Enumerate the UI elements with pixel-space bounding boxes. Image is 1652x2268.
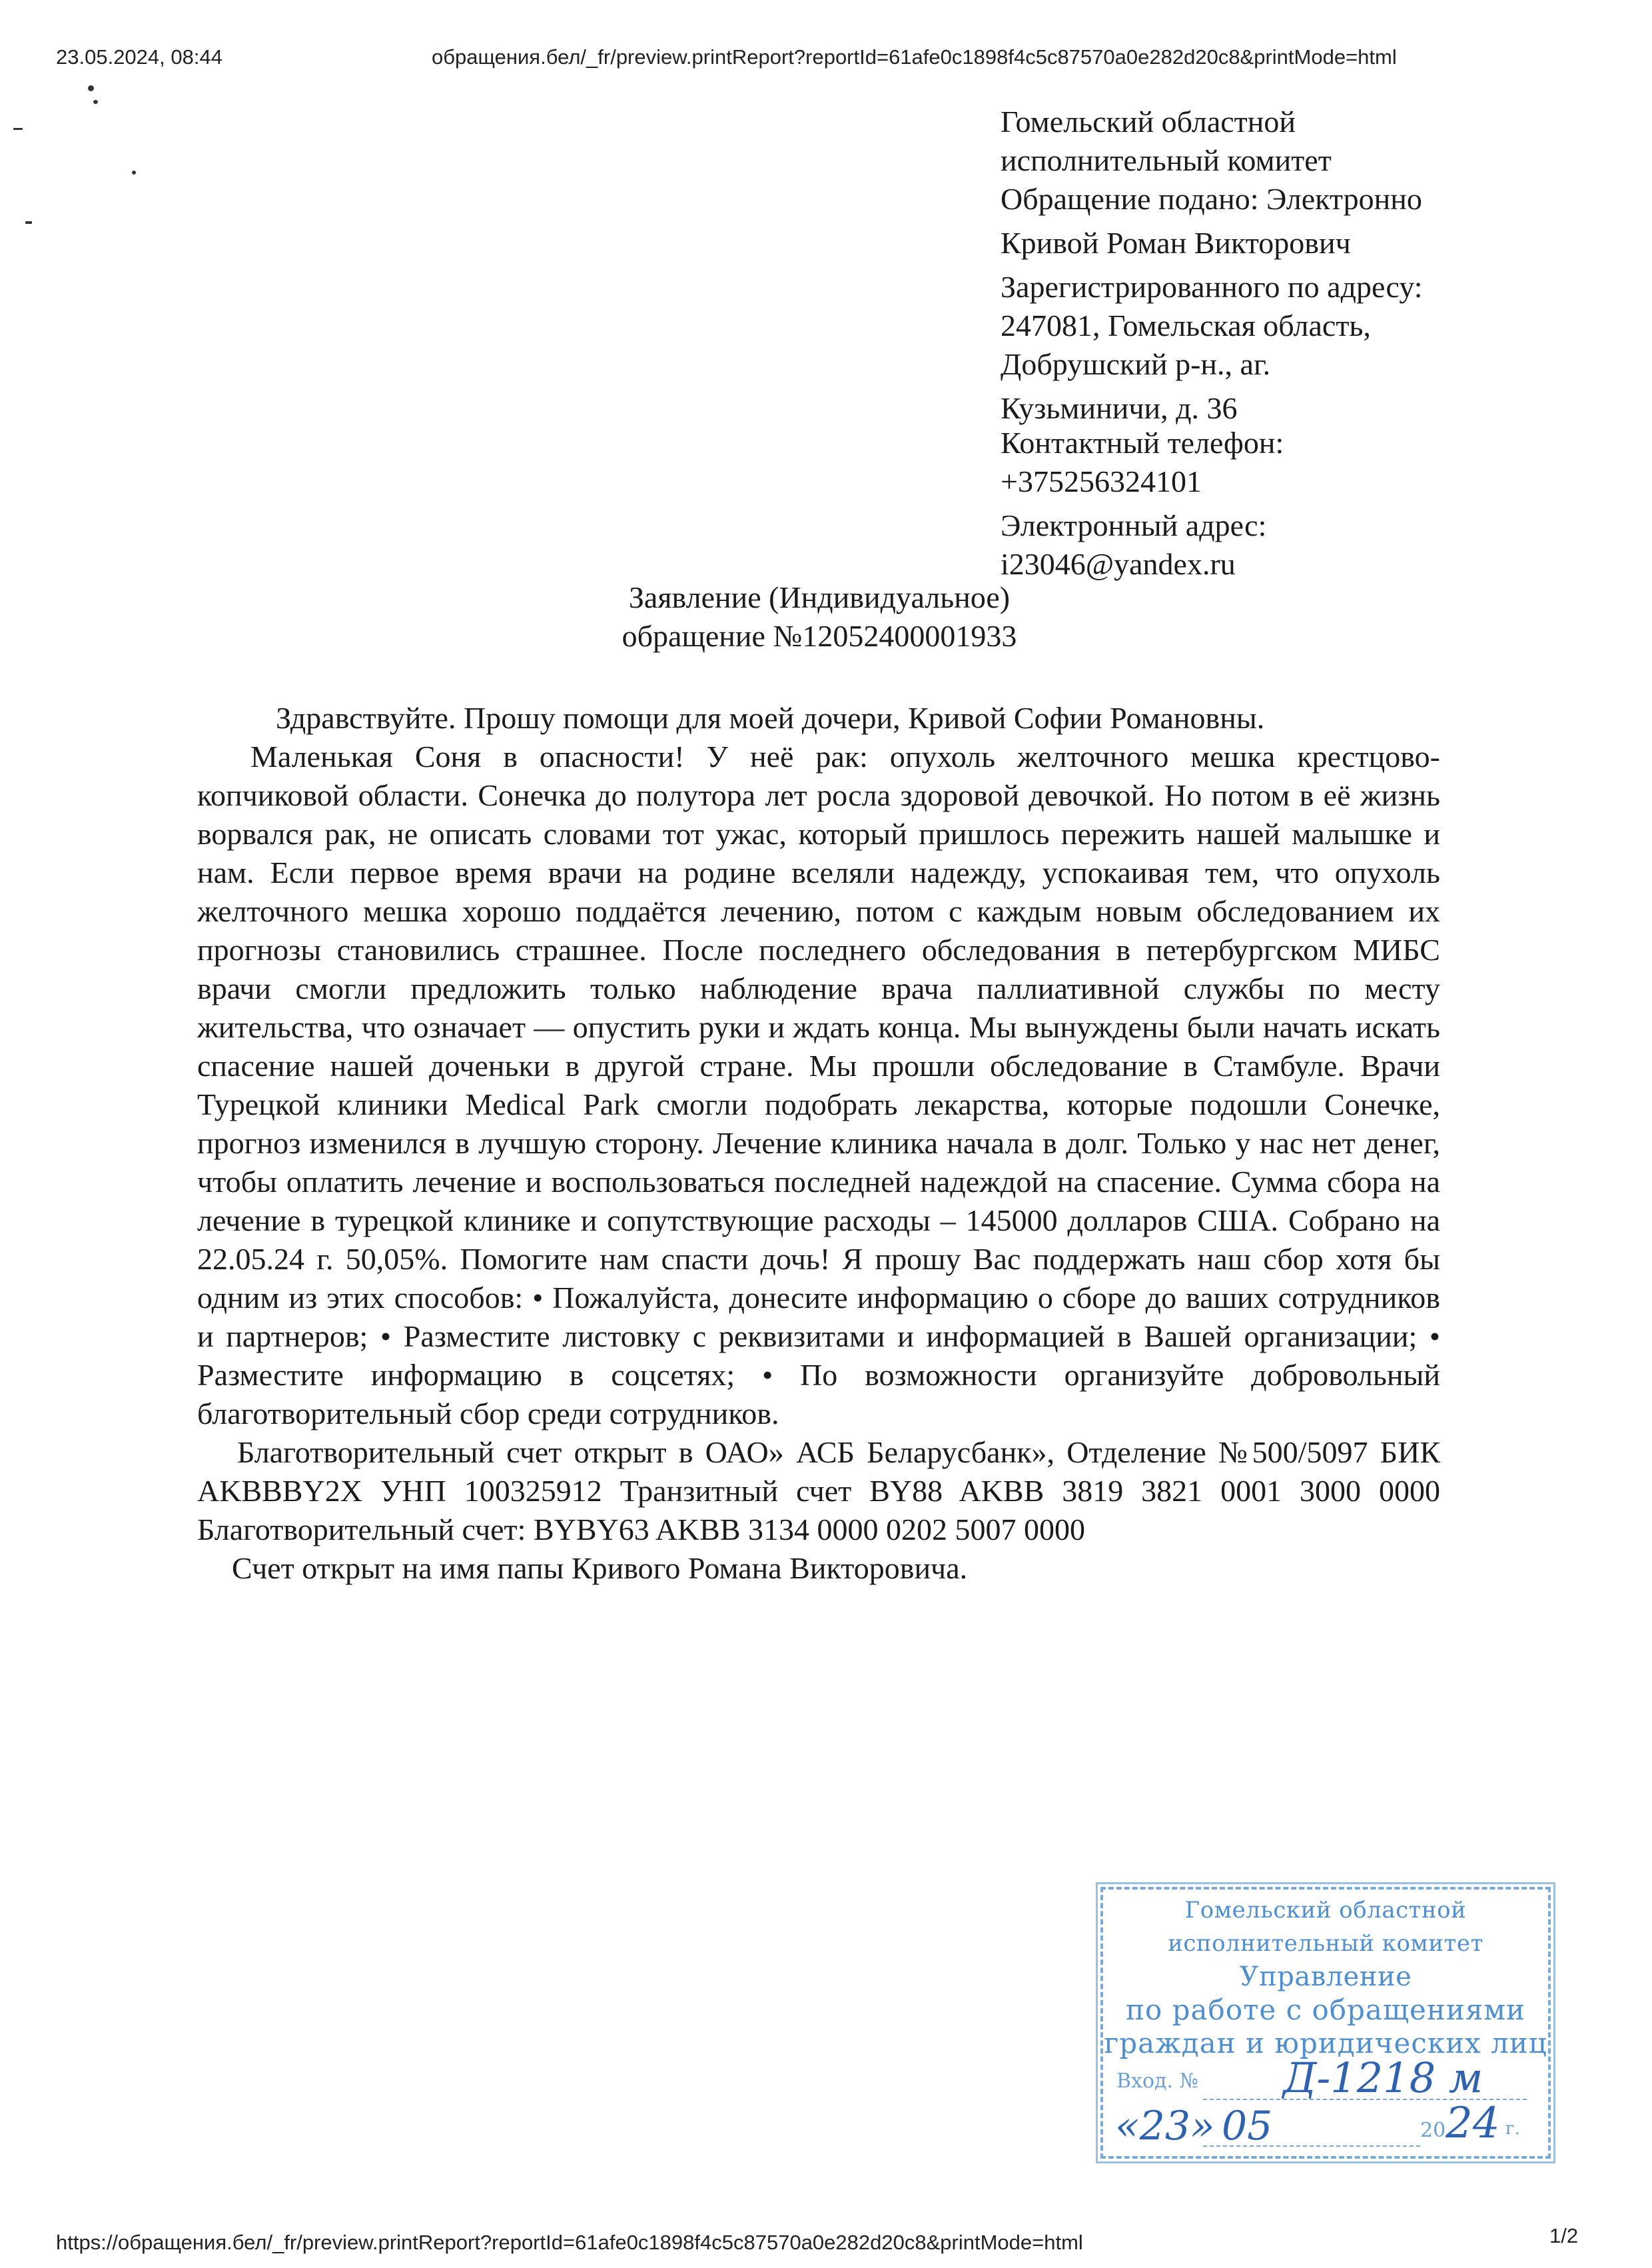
print-footer-url: https://обращения.бел/_fr/preview.printReport?reportId=61afe0c1898f4c5c87570a0e282d20c8&printMode=html (56, 2231, 1083, 2254)
addressee-org-line1: Гомельский областной (1001, 105, 1296, 139)
email-label: Электронный адрес: (1001, 508, 1267, 542)
phone-number: +375256324101 (1001, 464, 1202, 498)
print-footer-page-number: 1/2 (1549, 2224, 1579, 2247)
stamp-line2: исполнительный комитет (1168, 1930, 1483, 1957)
address-label: Зарегистрированного по адресу: (1001, 270, 1423, 304)
scan-speck (132, 171, 136, 175)
stamp-year-unit: г. (1505, 2119, 1520, 2139)
phone-label: Контактный телефон: (1001, 426, 1284, 460)
print-header-datetime: 23.05.2024, 08:44 (56, 45, 222, 69)
addressee-org-line2: исполнительный комитет (1001, 143, 1332, 177)
stamp-line3: Управление (1239, 1962, 1412, 1992)
applicant-name: Кривой Роман Викторович (1001, 226, 1351, 260)
stamp-line4: по работе с обращениями (1126, 1993, 1525, 2026)
scan-speck (88, 85, 94, 91)
address-line1: 247081, Гомельская область, (1001, 308, 1371, 342)
email-address: i23046@yandex.ru (1001, 547, 1236, 581)
stamp-line1: Гомельский областной (1184, 1897, 1467, 1924)
address-line2: Добрушский р-н., аг. (1001, 347, 1271, 381)
document-title (400, 578, 1239, 656)
greeting-paragraph: Здравствуйте. Прошу помощи для моей дочери, Кривой Софии Романовны. (276, 701, 1265, 735)
scan-speck (13, 128, 23, 130)
stamp-year-prefix: 20 (1420, 2119, 1446, 2142)
registration-stamp (1100, 1887, 1551, 2159)
stamp-line5: граждан и юридических лиц (1104, 2027, 1547, 2059)
stamp-year-suffix: 24 (1446, 2099, 1500, 2148)
main-paragraph: Маленькая Соня в опасности! У неё рак: опухоль желточного мешка крестцово-копчиковой области. Сонечка до полутора лет росла здоровой девочкой. Но потом в её жизнь ворвался рак, не описать словами тот ужас, который пришлось пережить нашей малышке и нам. Если первое время врачи на родине вселяли надежду, успокаивая тем, что опухоль желточного мешка хорошо поддаётся лечению, потом с каждым новым обследованием их прогнозы становились страшнее. После последнего обследования в петербургском МИБС врачи смогли предложить только наблюдение врача паллиативной службы по месту жительства, что означает — опустить руки и ждать конца. Мы вынуждены были начать искать спасение нашей доченьки в другой стране. Мы прошли обследование в Стамбуле. Врачи Турецкой клиники Medical Park смогли подобрать лекарства, которые подошли Сонечке, прогноз изменился в лучшую сторону. Лечение клиника начала в долг. Только у нас нет денег, чтобы оплатить лечение и воспользоваться последней надеждой на спасение. Сумма сбора на лечение в турецкой клинике и сопутствующие расходы – 145000 долларов США. Собрано на 22.05.24 г. 50,05%. Помогите нам спасти дочь! Я прошу Вас поддержать наш сбор хотя бы одним из этих способов: • Пожалуйста, донесите информацию о сборе до ваших сотрудников и партнеров; • Разместите листовку с реквизитами и информацией в Вашей организации; • Разместите информацию в соцсетях; • По возможности организуйте добровольный благотворительный сбор среди сотрудников. (197, 740, 1440, 1430)
scan-speck (25, 221, 32, 224)
scan-speck (93, 100, 98, 104)
title-line1: Заявление (Индивидуальное) (628, 580, 1011, 614)
letter-body (197, 699, 1440, 1588)
submission-method: Обращение подано: Электронно (1001, 182, 1422, 216)
stamp-incoming-label: Вход. № (1116, 2069, 1198, 2093)
addressee-block (1001, 103, 1507, 584)
address-line3: Кузьминичи, д. 36 (1001, 391, 1238, 425)
stamp-incoming-number: Д-1218 м (1283, 2053, 1483, 2102)
stamp-date-day: «23» (1115, 2103, 1215, 2149)
title-line2: обращение №12052400001933 (621, 619, 1017, 653)
bank-details-paragraph: Благотворительный счет открыт в ОАО» АСБ Беларусбанк», Отделение №500/5097 БИК AKBBBY2X УНП 100325912 Транзитный счет BY88 AKBB 3819 3821 0001 3000 0000 Благотворительный счет: BYBY63 AKBB 3134 0000 0202 5007 0000 (197, 1435, 1440, 1546)
print-header-url: обращения.бел/_fr/preview.printReport?reportId=61afe0c1898f4c5c87570a0e282d20c8&printMode=html (432, 45, 1397, 69)
stamp-date-month: 05 (1222, 2103, 1273, 2149)
account-holder-paragraph: Счет открыт на имя папы Кривого Романа Викторовича. (232, 1551, 968, 1585)
stamp-date-underline (1203, 2144, 1423, 2148)
